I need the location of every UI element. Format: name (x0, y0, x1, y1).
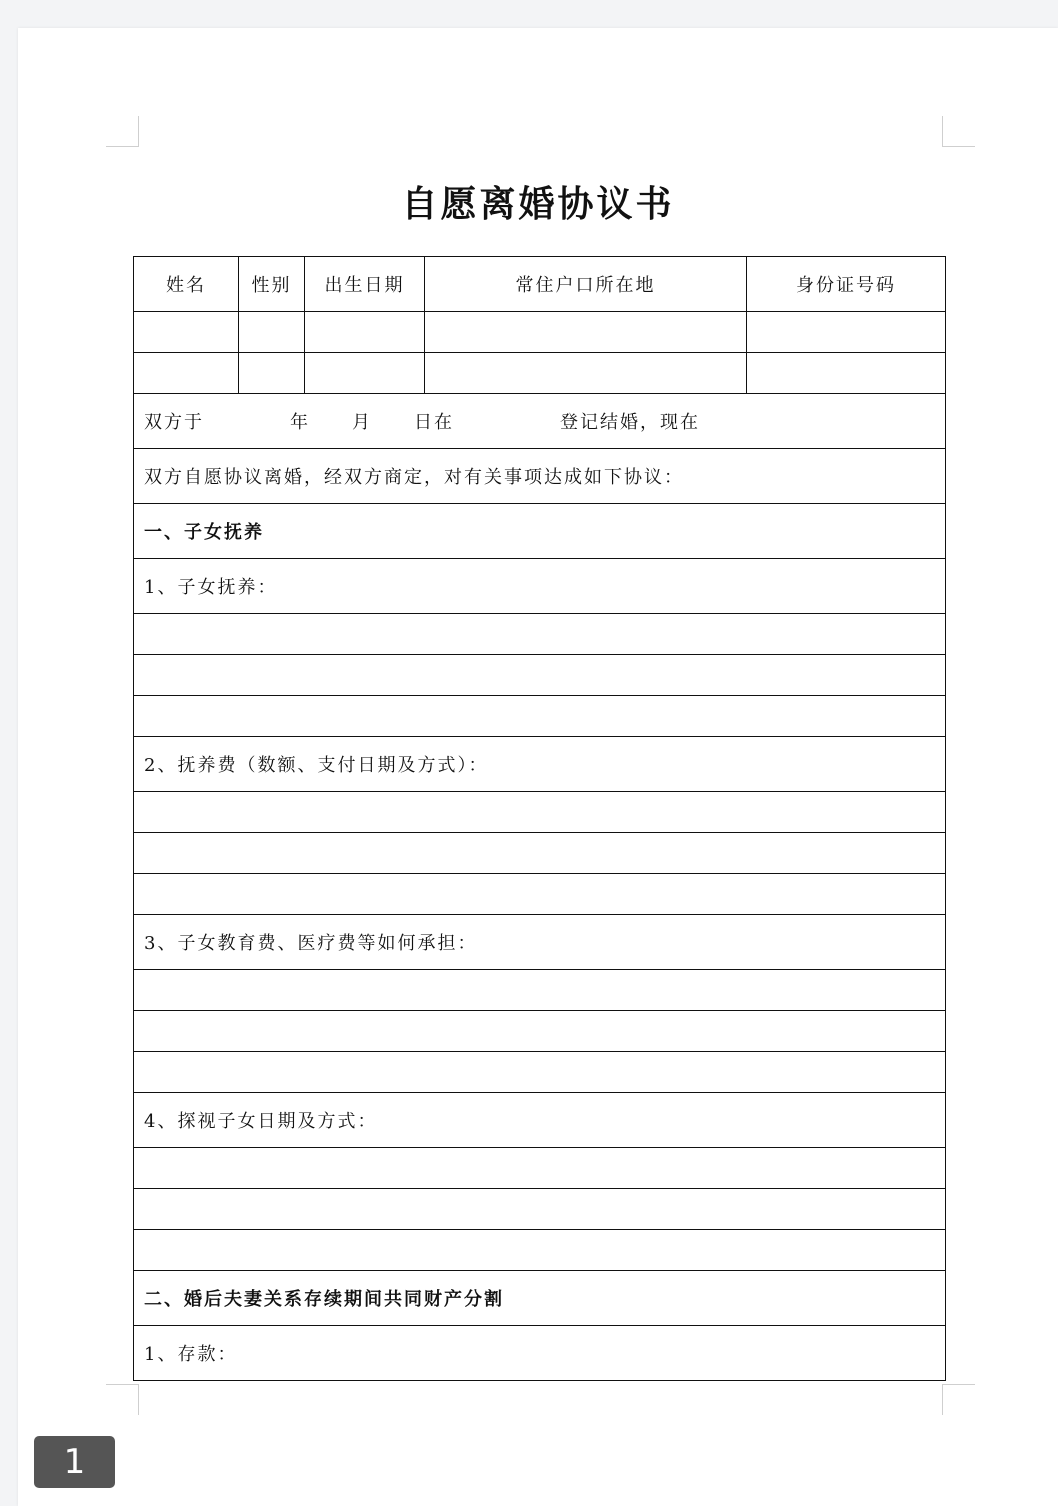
section2-item1-row (134, 1326, 946, 1381)
marriage-year: 年 (290, 412, 310, 433)
section1-item1-label: 1、子女抚养： (134, 559, 946, 614)
party2-gender-cell[interactable] (239, 353, 305, 394)
party1-gender-cell[interactable] (239, 312, 305, 353)
section1-heading: 一、子女抚养 (134, 504, 946, 559)
blank-line[interactable] (134, 614, 946, 655)
section2-item1-label: 1、存款： (134, 1326, 946, 1381)
party1-id-cell[interactable] (747, 312, 946, 353)
blank-line[interactable] (134, 1230, 946, 1271)
header-id-number: 身份证号码 (747, 257, 946, 312)
marriage-line[interactable] (134, 394, 946, 449)
party1-birth-cell[interactable] (305, 312, 425, 353)
section1-item3-row (134, 915, 946, 970)
party2-id-cell[interactable] (747, 353, 946, 394)
blank-line[interactable] (134, 696, 946, 737)
document-title: 自愿离婚协议书 (401, 184, 675, 225)
page-number-badge[interactable]: 1 (34, 1436, 115, 1488)
party2-name-cell[interactable] (134, 353, 239, 394)
agreement-row (134, 449, 946, 504)
marriage-prefix: 双方于 (144, 412, 204, 433)
marriage-day-at: 日在 (414, 412, 454, 433)
section1-item2-row (134, 737, 946, 792)
margin-corner-bottom-right (942, 1384, 975, 1415)
margin-corner-top-right (942, 116, 975, 147)
header-birth-date: 出生日期 (305, 257, 425, 312)
blank-line[interactable] (134, 655, 946, 696)
blank-line[interactable] (134, 1011, 946, 1052)
blank-line[interactable] (134, 1148, 946, 1189)
party2-residence-cell[interactable] (425, 353, 747, 394)
marriage-suffix: 登记结婚，现在 (560, 412, 700, 433)
section1-item1-row (134, 559, 946, 614)
marriage-month: 月 (352, 412, 372, 433)
margin-corner-top-left (106, 116, 139, 147)
section1-heading-row (134, 504, 946, 559)
party2-birth-cell[interactable] (305, 353, 425, 394)
party-row-1 (134, 312, 946, 353)
party1-residence-cell[interactable] (425, 312, 747, 353)
header-gender: 性别 (239, 257, 305, 312)
blank-line[interactable] (134, 970, 946, 1011)
section1-item4-label: 4、探视子女日期及方式： (134, 1093, 946, 1148)
blank-line[interactable] (134, 1052, 946, 1093)
section2-heading-row (134, 1271, 946, 1326)
blank-line[interactable] (134, 1189, 946, 1230)
margin-corner-bottom-left (106, 1384, 139, 1415)
party-row-2 (134, 353, 946, 394)
document-page (18, 28, 1058, 1506)
section1-item4-row (134, 1093, 946, 1148)
header-row (134, 257, 946, 312)
marriage-row (134, 394, 946, 449)
agreement-line: 双方自愿协议离婚，经双方商定，对有关事项达成如下协议： (134, 449, 946, 504)
header-name: 姓名 (134, 257, 239, 312)
section2-heading: 二、婚后夫妻关系存续期间共同财产分割 (134, 1271, 946, 1326)
blank-line[interactable] (134, 833, 946, 874)
section1-item2-label: 2、抚养费（数额、支付日期及方式）： (134, 737, 946, 792)
header-residence: 常住户口所在地 (425, 257, 747, 312)
party1-name-cell[interactable] (134, 312, 239, 353)
blank-line[interactable] (134, 874, 946, 915)
blank-line[interactable] (134, 792, 946, 833)
section1-item3-label: 3、子女教育费、医疗费等如何承担： (134, 915, 946, 970)
agreement-form-table (133, 256, 946, 1381)
